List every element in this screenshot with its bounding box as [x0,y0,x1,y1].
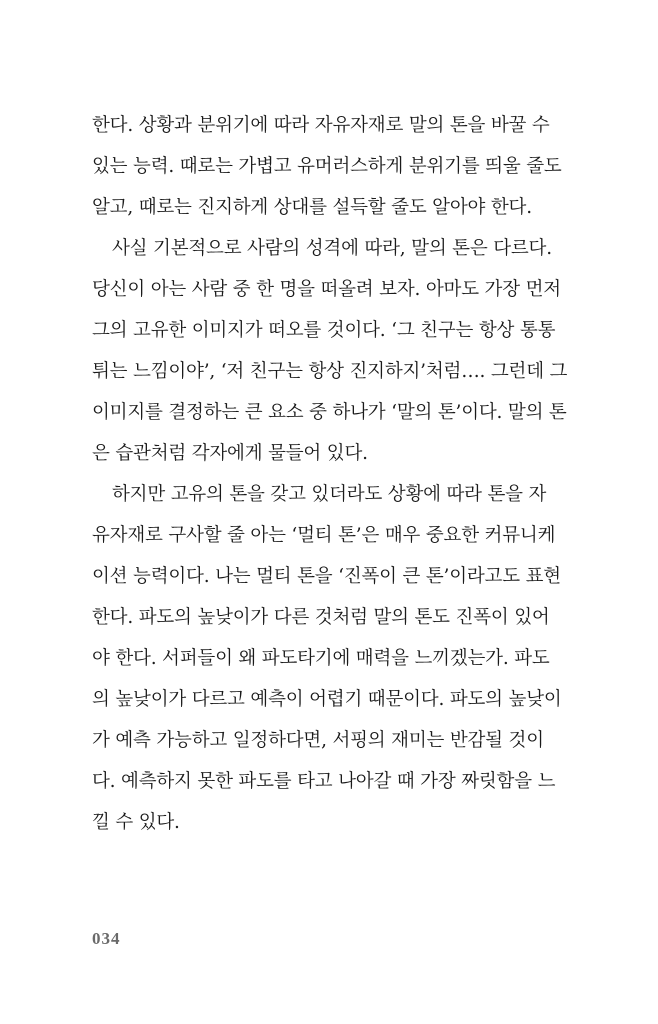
text-line: 한다. 파도의 높낮이가 다른 것처럼 말의 톤도 진폭이 있어 [92,607,550,628]
text-line: 그의 고유한 이미지가 떠오를 것이다. ‘그 친구는 항상 통통 [92,320,556,341]
text-line: 야 한다. 서퍼들이 왜 파도타기에 매력을 느끼겠는가. 파도 [92,648,550,669]
text-line: 당신이 아는 사람 중 한 명을 떠올려 보자. 아마도 가장 먼저 [92,279,561,300]
text-line: 한다. 상황과 분위기에 따라 자유자재로 말의 톤을 바꿀 수 [92,115,550,136]
paragraph-1 [92,105,562,228]
page-body [92,105,568,843]
paragraph-2 [92,228,568,474]
text-line: 유자재로 구사할 줄 아는 ‘멀티 톤’은 매우 중요한 커뮤니케 [92,525,556,546]
text-line: 이션 능력이다. 나는 멀티 톤을 ‘진폭이 큰 톤’이라고도 표현 [92,566,561,587]
paragraph-3 [92,474,562,843]
text-line: 사실 기본적으로 사람의 성격에 따라, 말의 톤은 다르다. [112,238,552,259]
page-number: 034 [92,929,121,948]
text-line: 이미지를 결정하는 큰 요소 중 하나가 ‘말의 톤’이다. 말의 톤 [92,402,567,423]
text-line: 가 예측 가능하고 일정하다면, 서핑의 재미는 반감될 것이 [92,730,544,751]
text-line: 있는 능력. 때로는 가볍고 유머러스하게 분위기를 띄울 줄도 [92,156,562,177]
text-line: 은 습관처럼 각자에게 물들어 있다. [92,443,368,464]
text-line: 하지만 고유의 톤을 갖고 있더라도 상황에 따라 톤을 자 [112,484,547,505]
text-line: 알고, 때로는 진지하게 상대를 설득할 줄도 알아야 한다. [92,197,532,218]
text-line: 다. 예측하지 못한 파도를 타고 나아갈 때 가장 짜릿함을 느 [92,771,556,792]
text-line: 낄 수 있다. [92,812,180,833]
text-line: 의 높낮이가 다르고 예측이 어렵기 때문이다. 파도의 높낮이 [92,689,562,710]
text-line: 튀는 느낌이야’, ‘저 친구는 항상 진지하지’처럼…. 그런데 그 [92,361,568,382]
